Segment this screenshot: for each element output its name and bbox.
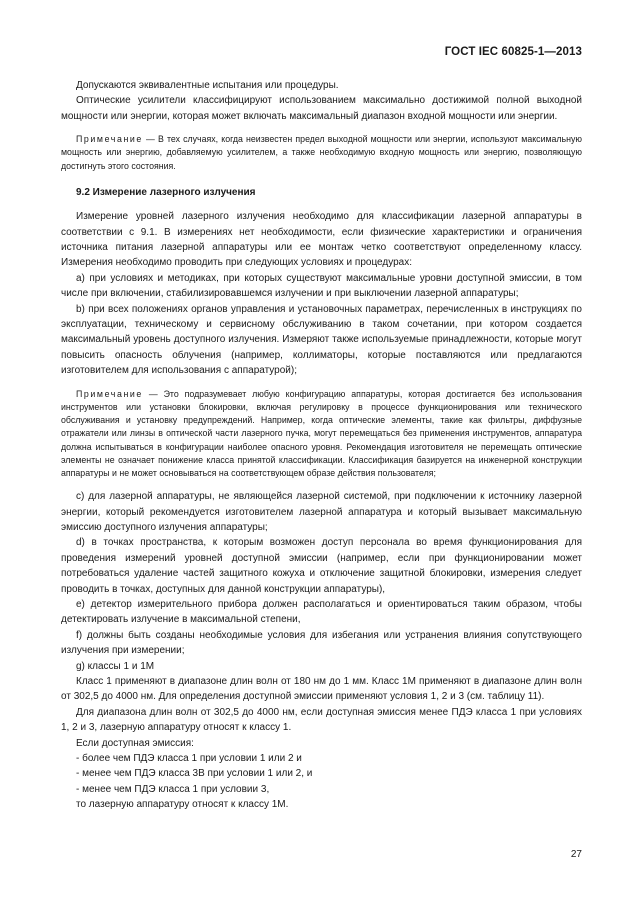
list-item-d: d) в точках пространства, к которым возможен доступ персонала во время функционирования для проведения измерений уровней доступной эмиссии (например, если при функционировании может потребоваться удаление частей защитного кожуха и отключение защитной блокировки, измерения следует проводить в точках, доступных для данной конструкции аппаратуры), [61, 537, 582, 595]
list-item-e: e) детектор измерительного прибора должен располагаться и ориентироваться таким образом, чтобы детектировать излучение в максимальной степени, [61, 598, 582, 626]
paragraph-measurement: Измерение уровней лазерного излучения необходимо для классификации лазерной аппаратуры в соответствии с 9.1. В измерениях нет необходимости, если физические характеристики и ограничения источника питания лазерной аппаратуры или ее монтаж четко соответствуют определенному классу. Измерения необходимо проводить при следующих условиях и процедурах: [61, 211, 582, 269]
document-header: ГОСТ IEC 60825-1—2013 [444, 46, 582, 58]
note-amplifier [61, 133, 582, 173]
paragraph-class-ranges: Класс 1 применяют в диапазоне длин волн от 180 нм до 1 мм. Класс 1М применяют в диапазоне длин волн от 302,5 до 4000 нм. Для определения доступной эмиссии применяют условия 1, 2 и 3 (см. таблицу 11). [61, 676, 582, 703]
note-label: Примечание [76, 388, 143, 399]
note-text: — В тех случаях, когда неизвестен предел выходной мощности или энергии, используют максимальную мощность или энергию, добавляемую усилителем, а также необходимую входную мощность или энергию, позволяющую достигнуть этого состояния. [61, 134, 582, 171]
paragraph-class-1: Для диапазона длин волн от 302,5 до 4000 нм, если доступная эмиссия менее ПДЭ класса 1 при условиях 1, 2 и 3, лазерную аппаратуру относят к классу 1. [61, 706, 582, 734]
note-text: — Это подразумевает любую конфигурацию аппаратуры, которая достигается без использования инструментов или установки блокировки, включая регулировку в процессе функционирования или технического обслуживания и установку предупреждений. Например, когда оптические элементы, такие как фильтры, диффузные отражатели или линзы в оптической части лазерного пучка, могут перемещаться без применения инструментов, аппаратура должна испытываться в конфигурации наиболее опасного уровня. Рекомендация изготовителя не перемещать оптические элементы не означает понижение класса принятой классификации. Классификация базируется на инженерной конструкции аппаратуры и не может основываться на соответствующем образе действия пользователя; [61, 388, 582, 478]
list-item-f: f) должны быть созданы необходимые условия для избегания или устранения влияния сопутствующего излучения при измерении; [61, 629, 582, 657]
condition-line: Если доступная эмиссия: [76, 737, 194, 749]
condition-line: - менее чем ПДЭ класса 1 при условии 3, [76, 783, 270, 795]
condition-line: - менее чем ПДЭ класса 3В при условии 1 или 2, и [76, 768, 313, 780]
section-heading: 9.2 Измерение лазерного излучения [76, 186, 256, 198]
paragraph-equivalent-tests: Допускаются эквивалентные испытания или процедуры. [76, 80, 339, 91]
note-label: Примечание [76, 134, 143, 145]
list-item-c: c) для лазерной аппаратуры, не являющейся лазерной системой, при подключении к источнику лазерной энергии, который рекомендуется изготовителем лазерной аппаратура и который вызывает максимальную эмиссию доступного излучения аппаратуры; [61, 491, 582, 533]
condition-line: - более чем ПДЭ класса 1 при условии 1 или 2 и [76, 753, 302, 765]
note-configuration [61, 388, 582, 480]
list-item-g: g) классы 1 и 1М [76, 660, 155, 672]
page-number: 27 [570, 849, 582, 860]
list-item-a: a) при условиях и методиках, при которых существуют максимальные уровни доступной эмиссии, в том числе при включении, стабилизировавшемся излучении и при выключении лазерной аппаратуры; [61, 272, 582, 300]
list-item-b: b) при всех положениях органов управления и установочных параметрах, перечисленных в инструкциях по эксплуатации, техническому и сервисному обслуживанию в таком сочетании, при котором создается максимальный уровень доступного излучения. Измеряют также используемые принадлежности, которые могут повысить опасность облучения (например, коллиматоры, которые поставляются или предлагаются изготовителем для использования с аппаратурой); [61, 303, 582, 377]
condition-line: то лазерную аппаратуру относят к классу 1М. [76, 799, 289, 811]
paragraph-optical-amplifiers: Оптические усилители классифицируют использованием максимально достижимой полной выходной мощности или энергии, которая может включать максимальный диапазон входной мощности или энергии. [61, 95, 582, 122]
document-body [61, 78, 582, 813]
